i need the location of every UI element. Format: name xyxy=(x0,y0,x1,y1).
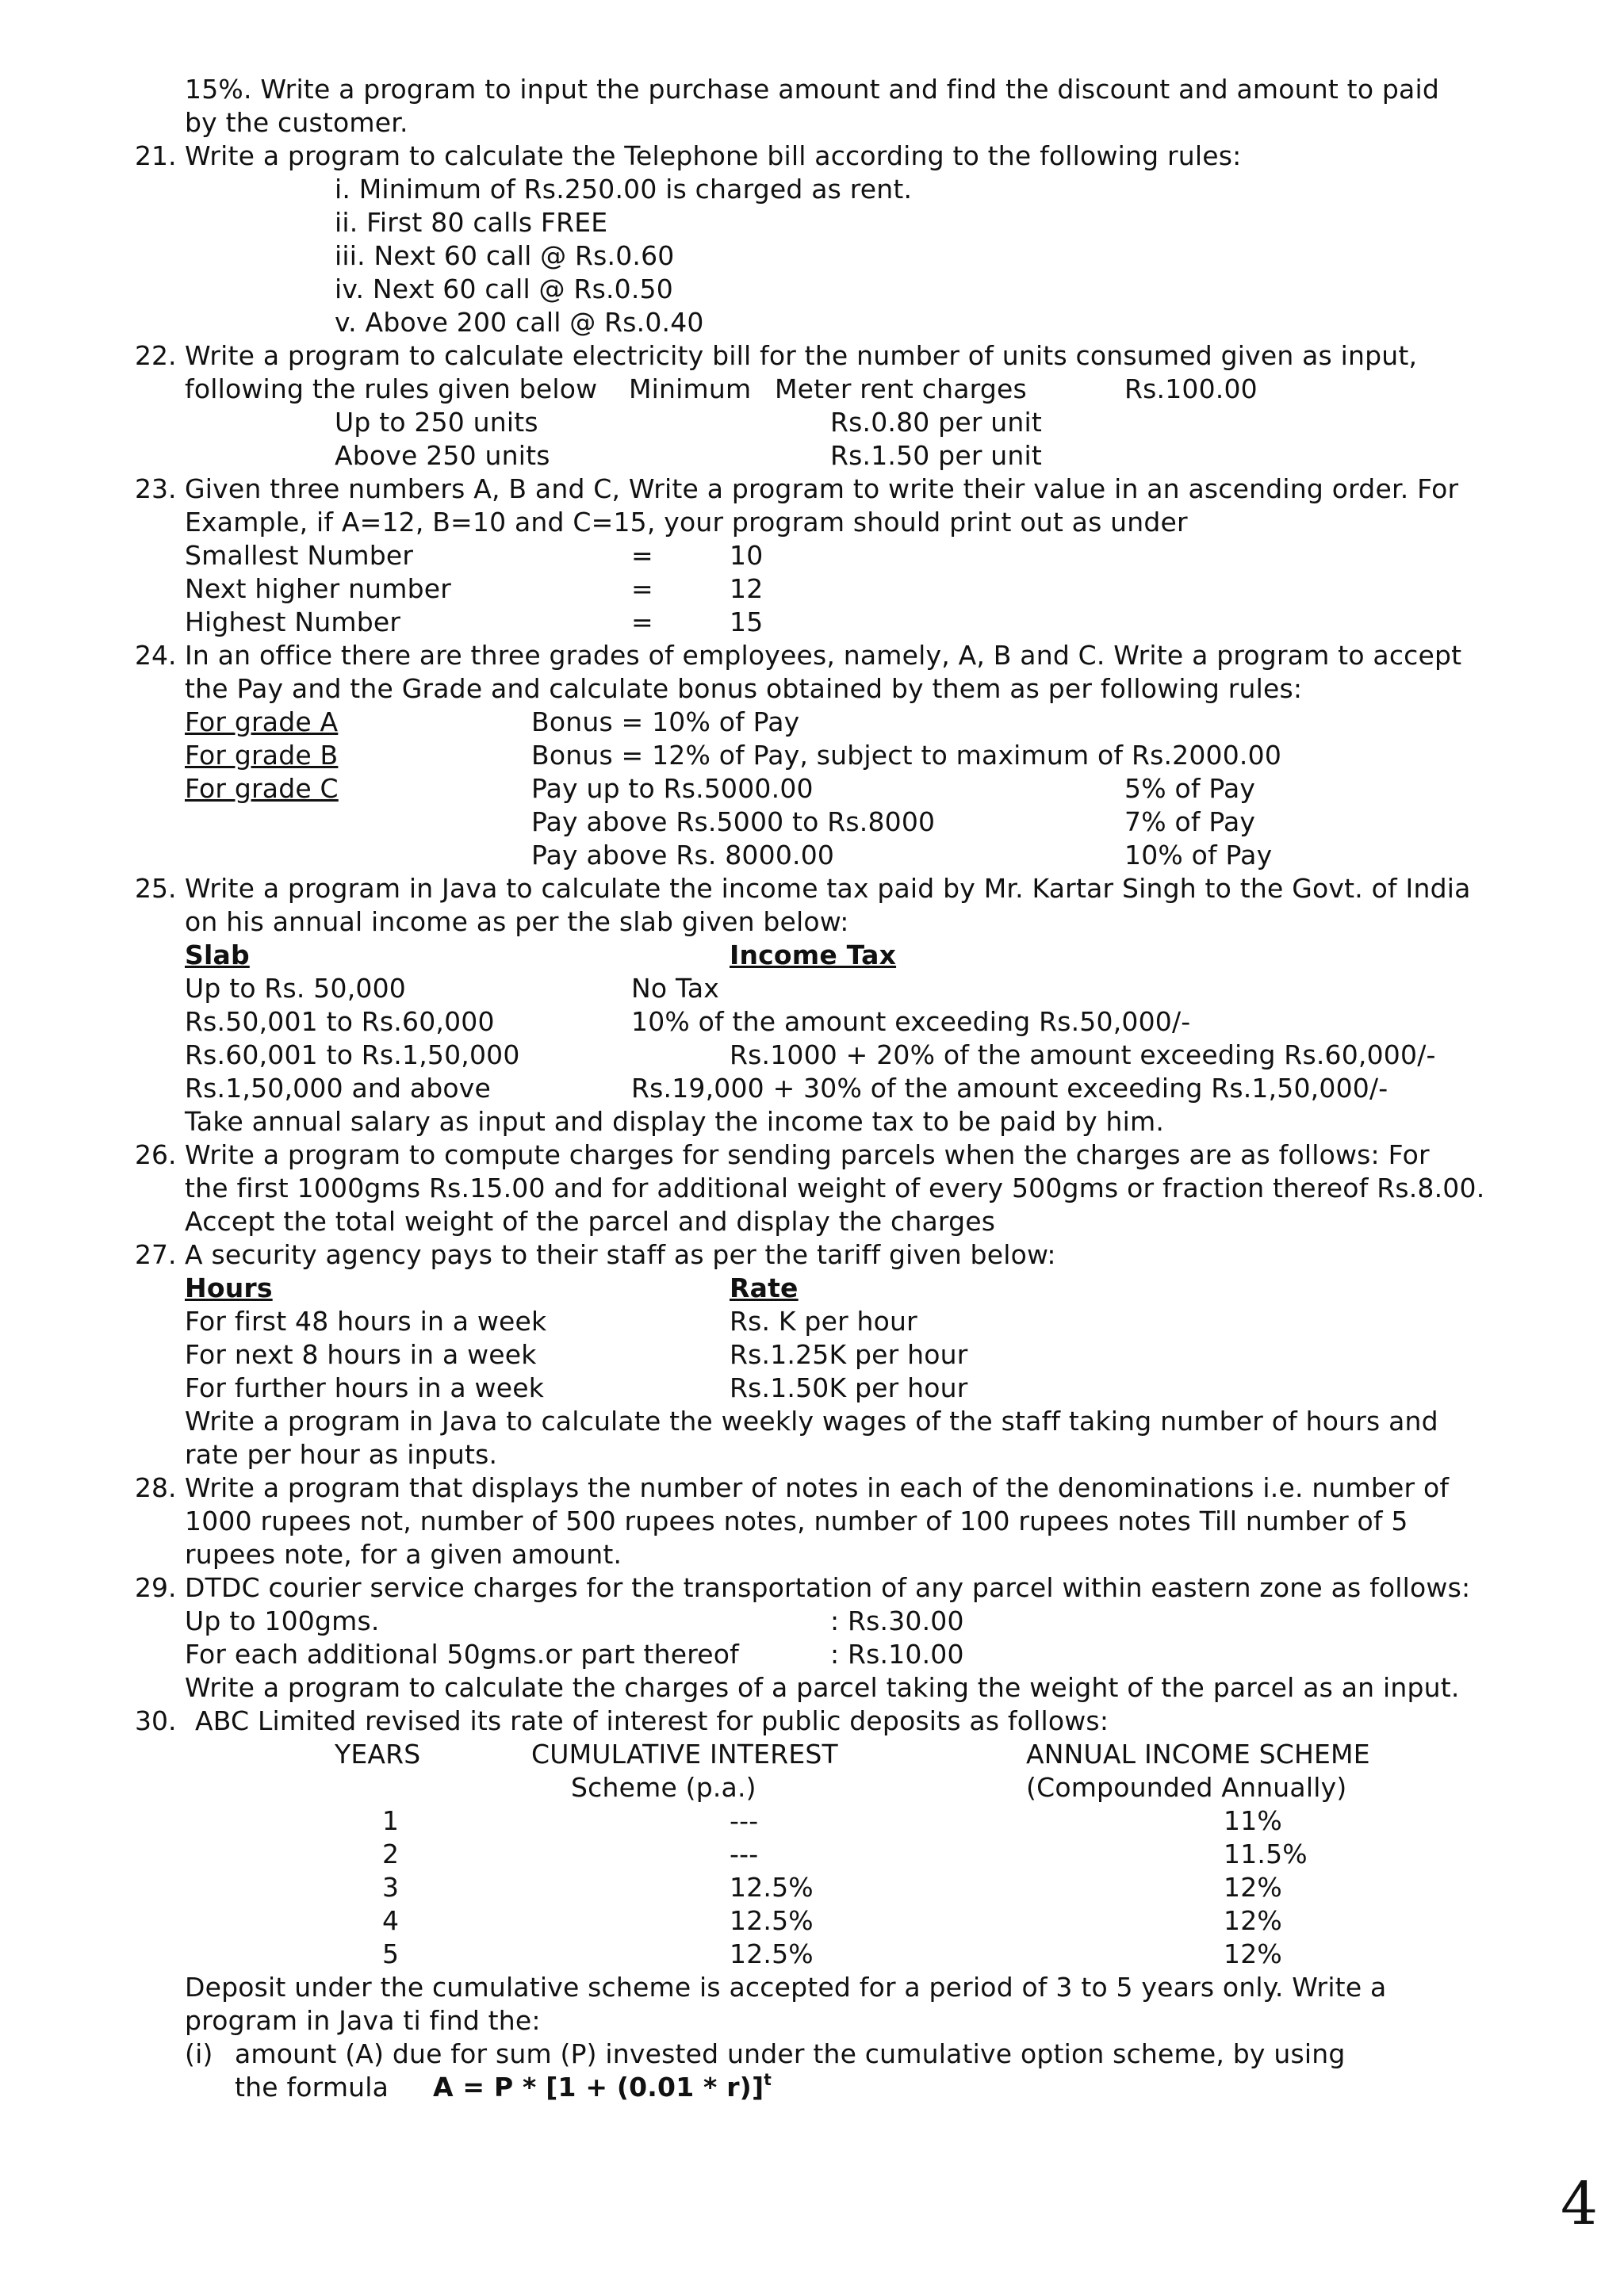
q29-number: 29. xyxy=(135,1572,177,1603)
q27-rate-1: Rs. K per hour xyxy=(730,1306,917,1337)
q28-line-2: 1000 rupees not, number of 500 rupees notes, number of 100 rupees notes Till number of 5 xyxy=(185,1506,1408,1536)
q25-tax-1: No Tax xyxy=(631,973,720,1004)
q23-row-1-eq: = xyxy=(631,540,653,571)
q30-row-2-year: 2 xyxy=(382,1839,400,1869)
q30-formula-text: A = P * [1 + (0.01 * r)] xyxy=(433,2072,764,2103)
q23-row-2-eq: = xyxy=(631,573,653,604)
q22-line-1: Write a program to calculate electricity bill for the number of units consumed given as input, xyxy=(185,340,1418,371)
q21-rule-1: i. Minimum of Rs.250.00 is charged as rent. xyxy=(335,174,913,205)
q21-rule-4: iv. Next 60 call @ Rs.0.50 xyxy=(335,274,673,304)
q27-hours-3: For further hours in a week xyxy=(185,1372,545,1403)
q30-row-5-year: 5 xyxy=(382,1938,400,1969)
q22-line-2c: Meter rent charges xyxy=(775,373,1027,404)
q29-rate-1-value: : Rs.30.00 xyxy=(830,1605,964,1636)
q23-row-3-label: Highest Number xyxy=(185,607,401,637)
q22-line-2a: following the rules given below xyxy=(185,373,598,404)
q25-line-1: Write a program in Java to calculate the income tax paid by Mr. Kartar Singh to the Govt. of India xyxy=(185,873,1471,904)
q25-tax-4: Rs.19,000 + 30% of the amount exceeding Rs.1,50,000/- xyxy=(631,1073,1388,1104)
q30-row-1-cumulative: --- xyxy=(730,1805,759,1836)
q28-line-3: rupees note, for a given amount. xyxy=(185,1539,622,1570)
q28-line-1: Write a program that displays the number of notes in each of the denominations i.e. number of xyxy=(185,1472,1450,1503)
q30-row-3-annual: 12% xyxy=(1224,1872,1282,1903)
q24-number: 24. xyxy=(135,640,177,671)
q23-row-3-value: 15 xyxy=(730,607,764,637)
q30-item-i-label: (i) xyxy=(185,2038,213,2069)
q30-header-cumulative-sub: Scheme (p.a.) xyxy=(571,1772,756,1803)
q24-line-2: the Pay and the Grade and calculate bonus obtained by them as per following rules: xyxy=(185,673,1303,704)
q30-line-3: program in Java ti find the: xyxy=(185,2005,541,2036)
q23-row-2-label: Next higher number xyxy=(185,573,452,604)
q24-grade-c: For grade C xyxy=(185,773,339,804)
q30-row-2-cumulative: --- xyxy=(730,1839,759,1869)
q27-header-hours: Hours xyxy=(185,1272,273,1303)
q30-header-years: YEARS xyxy=(335,1739,421,1770)
q23-row-3-eq: = xyxy=(631,607,653,637)
q30-formula-exponent: t xyxy=(764,2070,772,2089)
q21-text: Write a program to calculate the Telephone bill according to the following rules: xyxy=(185,140,1242,171)
q25-line-2: on his annual income as per the slab given below: xyxy=(185,906,849,937)
q30-row-1-year: 1 xyxy=(382,1805,400,1836)
q24-line-1: In an office there are three grades of employees, namely, A, B and C. Write a program to accept xyxy=(185,640,1462,671)
q30-row-4-year: 4 xyxy=(382,1905,400,1936)
q23-row-1-value: 10 xyxy=(730,540,764,571)
q27-hours-2: For next 8 hours in a week xyxy=(185,1339,537,1370)
q21-number: 21. xyxy=(135,140,177,171)
q26-line-1: Write a program to compute charges for sending parcels when the charges are as follows: For xyxy=(185,1139,1430,1170)
q30-row-5-annual: 12% xyxy=(1224,1938,1282,1969)
q25-tax-3: Rs.1000 + 20% of the amount exceeding Rs.60,000/- xyxy=(730,1039,1436,1070)
q25-slab-4: Rs.1,50,000 and above xyxy=(185,1073,492,1104)
q23-row-1-label: Smallest Number xyxy=(185,540,414,571)
q23-row-2-value: 12 xyxy=(730,573,764,604)
q27-rate-3: Rs.1.50K per hour xyxy=(730,1372,968,1403)
page-number: 4 xyxy=(1561,2170,1599,2238)
q22-rate-1-value: Rs.0.80 per unit xyxy=(830,407,1043,438)
q24-grade-b-rule: Bonus = 12% of Pay, subject to maximum of Rs.2000.00 xyxy=(531,740,1282,771)
q22-line-2b: Minimum xyxy=(629,373,752,404)
q27-number: 27. xyxy=(135,1239,177,1270)
q30-row-3-cumulative: 12.5% xyxy=(730,1872,814,1903)
q30-row-2-annual: 11.5% xyxy=(1224,1839,1308,1869)
q27-line-1: A security agency pays to their staff as per the tariff given below: xyxy=(185,1239,1056,1270)
q25-slab-2: Rs.50,001 to Rs.60,000 xyxy=(185,1006,495,1037)
q30-row-1-annual: 11% xyxy=(1224,1805,1282,1836)
q24-grade-c-slab-2: Pay above Rs.5000 to Rs.8000 xyxy=(531,806,936,837)
q22-rate-2-value: Rs.1.50 per unit xyxy=(830,440,1043,471)
q24-grade-c-slab-3: Pay above Rs. 8000.00 xyxy=(531,840,835,871)
q21-rule-3: iii. Next 60 call @ Rs.0.60 xyxy=(335,240,675,271)
q25-line-3: Take annual salary as input and display the income tax to be paid by him. xyxy=(185,1106,1165,1137)
q24-grade-a: For grade A xyxy=(185,706,339,737)
q24-grade-b: For grade B xyxy=(185,740,339,771)
q30-header-annual-sub: (Compounded Annually) xyxy=(1026,1772,1347,1803)
q29-line-2: Write a program to calculate the charges of a parcel taking the weight of the parcel as an input. xyxy=(185,1672,1460,1703)
q24-grade-c-rate-3: 10% of Pay xyxy=(1124,840,1273,871)
q22-line-2d: Rs.100.00 xyxy=(1124,373,1258,404)
q29-rate-2-value: : Rs.10.00 xyxy=(830,1639,964,1670)
q27-line-2: Write a program in Java to calculate the weekly wages of the staff taking number of hours and xyxy=(185,1406,1438,1437)
q23-line-2: Example, if A=12, B=10 and C=15, your program should print out as under xyxy=(185,507,1188,538)
q29-rate-1-label: Up to 100gms. xyxy=(185,1605,380,1636)
q26-line-3: Accept the total weight of the parcel and display the charges xyxy=(185,1206,996,1237)
q26-line-2: the first 1000gms Rs.15.00 and for additional weight of every 500gms or fraction thereof Rs.8.00. xyxy=(185,1173,1485,1203)
q30-row-5-cumulative: 12.5% xyxy=(730,1938,814,1969)
q30-row-3-year: 3 xyxy=(382,1872,400,1903)
q30-item-i-text: amount (A) due for sum (P) invested under the cumulative option scheme, by using xyxy=(235,2038,1346,2069)
q25-slab-3: Rs.60,001 to Rs.1,50,000 xyxy=(185,1039,520,1070)
q30-formula-lead: the formula xyxy=(235,2072,389,2103)
q25-slab-1: Up to Rs. 50,000 xyxy=(185,973,406,1004)
q27-hours-1: For first 48 hours in a week xyxy=(185,1306,547,1337)
q28-number: 28. xyxy=(135,1472,177,1503)
q25-header-tax: Income Tax xyxy=(730,939,897,970)
q21-rule-5: v. Above 200 call @ Rs.0.40 xyxy=(335,307,704,338)
q30-line-2: Deposit under the cumulative scheme is accepted for a period of 3 to 5 years only. Write a xyxy=(185,1972,1387,2003)
q29-line-1: DTDC courier service charges for the transportation of any parcel within eastern zone as follows: xyxy=(185,1572,1471,1603)
q22-rate-2-label: Above 250 units xyxy=(335,440,550,471)
q30-row-4-annual: 12% xyxy=(1224,1905,1282,1936)
q29-rate-2-label: For each additional 50gms.or part thereof xyxy=(185,1639,739,1670)
q27-line-3: rate per hour as inputs. xyxy=(185,1439,498,1470)
q27-header-rate: Rate xyxy=(730,1272,799,1303)
q24-grade-c-rate-1: 5% of Pay xyxy=(1124,773,1256,804)
q25-tax-2: 10% of the amount exceeding Rs.50,000/- xyxy=(631,1006,1191,1037)
q30-number: 30. xyxy=(135,1705,177,1736)
q30-formula xyxy=(433,2071,772,2104)
q23-line-1: Given three numbers A, B and C, Write a program to write their value in an ascending order. For xyxy=(185,473,1459,504)
q30-header-cumulative: CUMULATIVE INTEREST xyxy=(531,1739,838,1770)
intro-line-2: by the customer. xyxy=(185,107,408,138)
q27-rate-2: Rs.1.25K per hour xyxy=(730,1339,968,1370)
q30-header-annual: ANNUAL INCOME SCHEME xyxy=(1026,1739,1370,1770)
q26-number: 26. xyxy=(135,1139,177,1170)
q22-number: 22. xyxy=(135,340,177,371)
q24-grade-c-rate-2: 7% of Pay xyxy=(1124,806,1256,837)
q24-grade-c-slab-1: Pay up to Rs.5000.00 xyxy=(531,773,814,804)
q30-line-1: ABC Limited revised its rate of interest for public deposits as follows: xyxy=(195,1705,1109,1736)
q24-grade-a-rule: Bonus = 10% of Pay xyxy=(531,706,800,737)
q25-number: 25. xyxy=(135,873,177,904)
q22-rate-1-label: Up to 250 units xyxy=(335,407,538,438)
intro-line-1: 15%. Write a program to input the purchase amount and find the discount and amount to paid xyxy=(185,74,1439,105)
q25-header-slab: Slab xyxy=(185,939,250,970)
q21-rule-2: ii. First 80 calls FREE xyxy=(335,207,608,238)
q23-number: 23. xyxy=(135,473,177,504)
q30-row-4-cumulative: 12.5% xyxy=(730,1905,814,1936)
